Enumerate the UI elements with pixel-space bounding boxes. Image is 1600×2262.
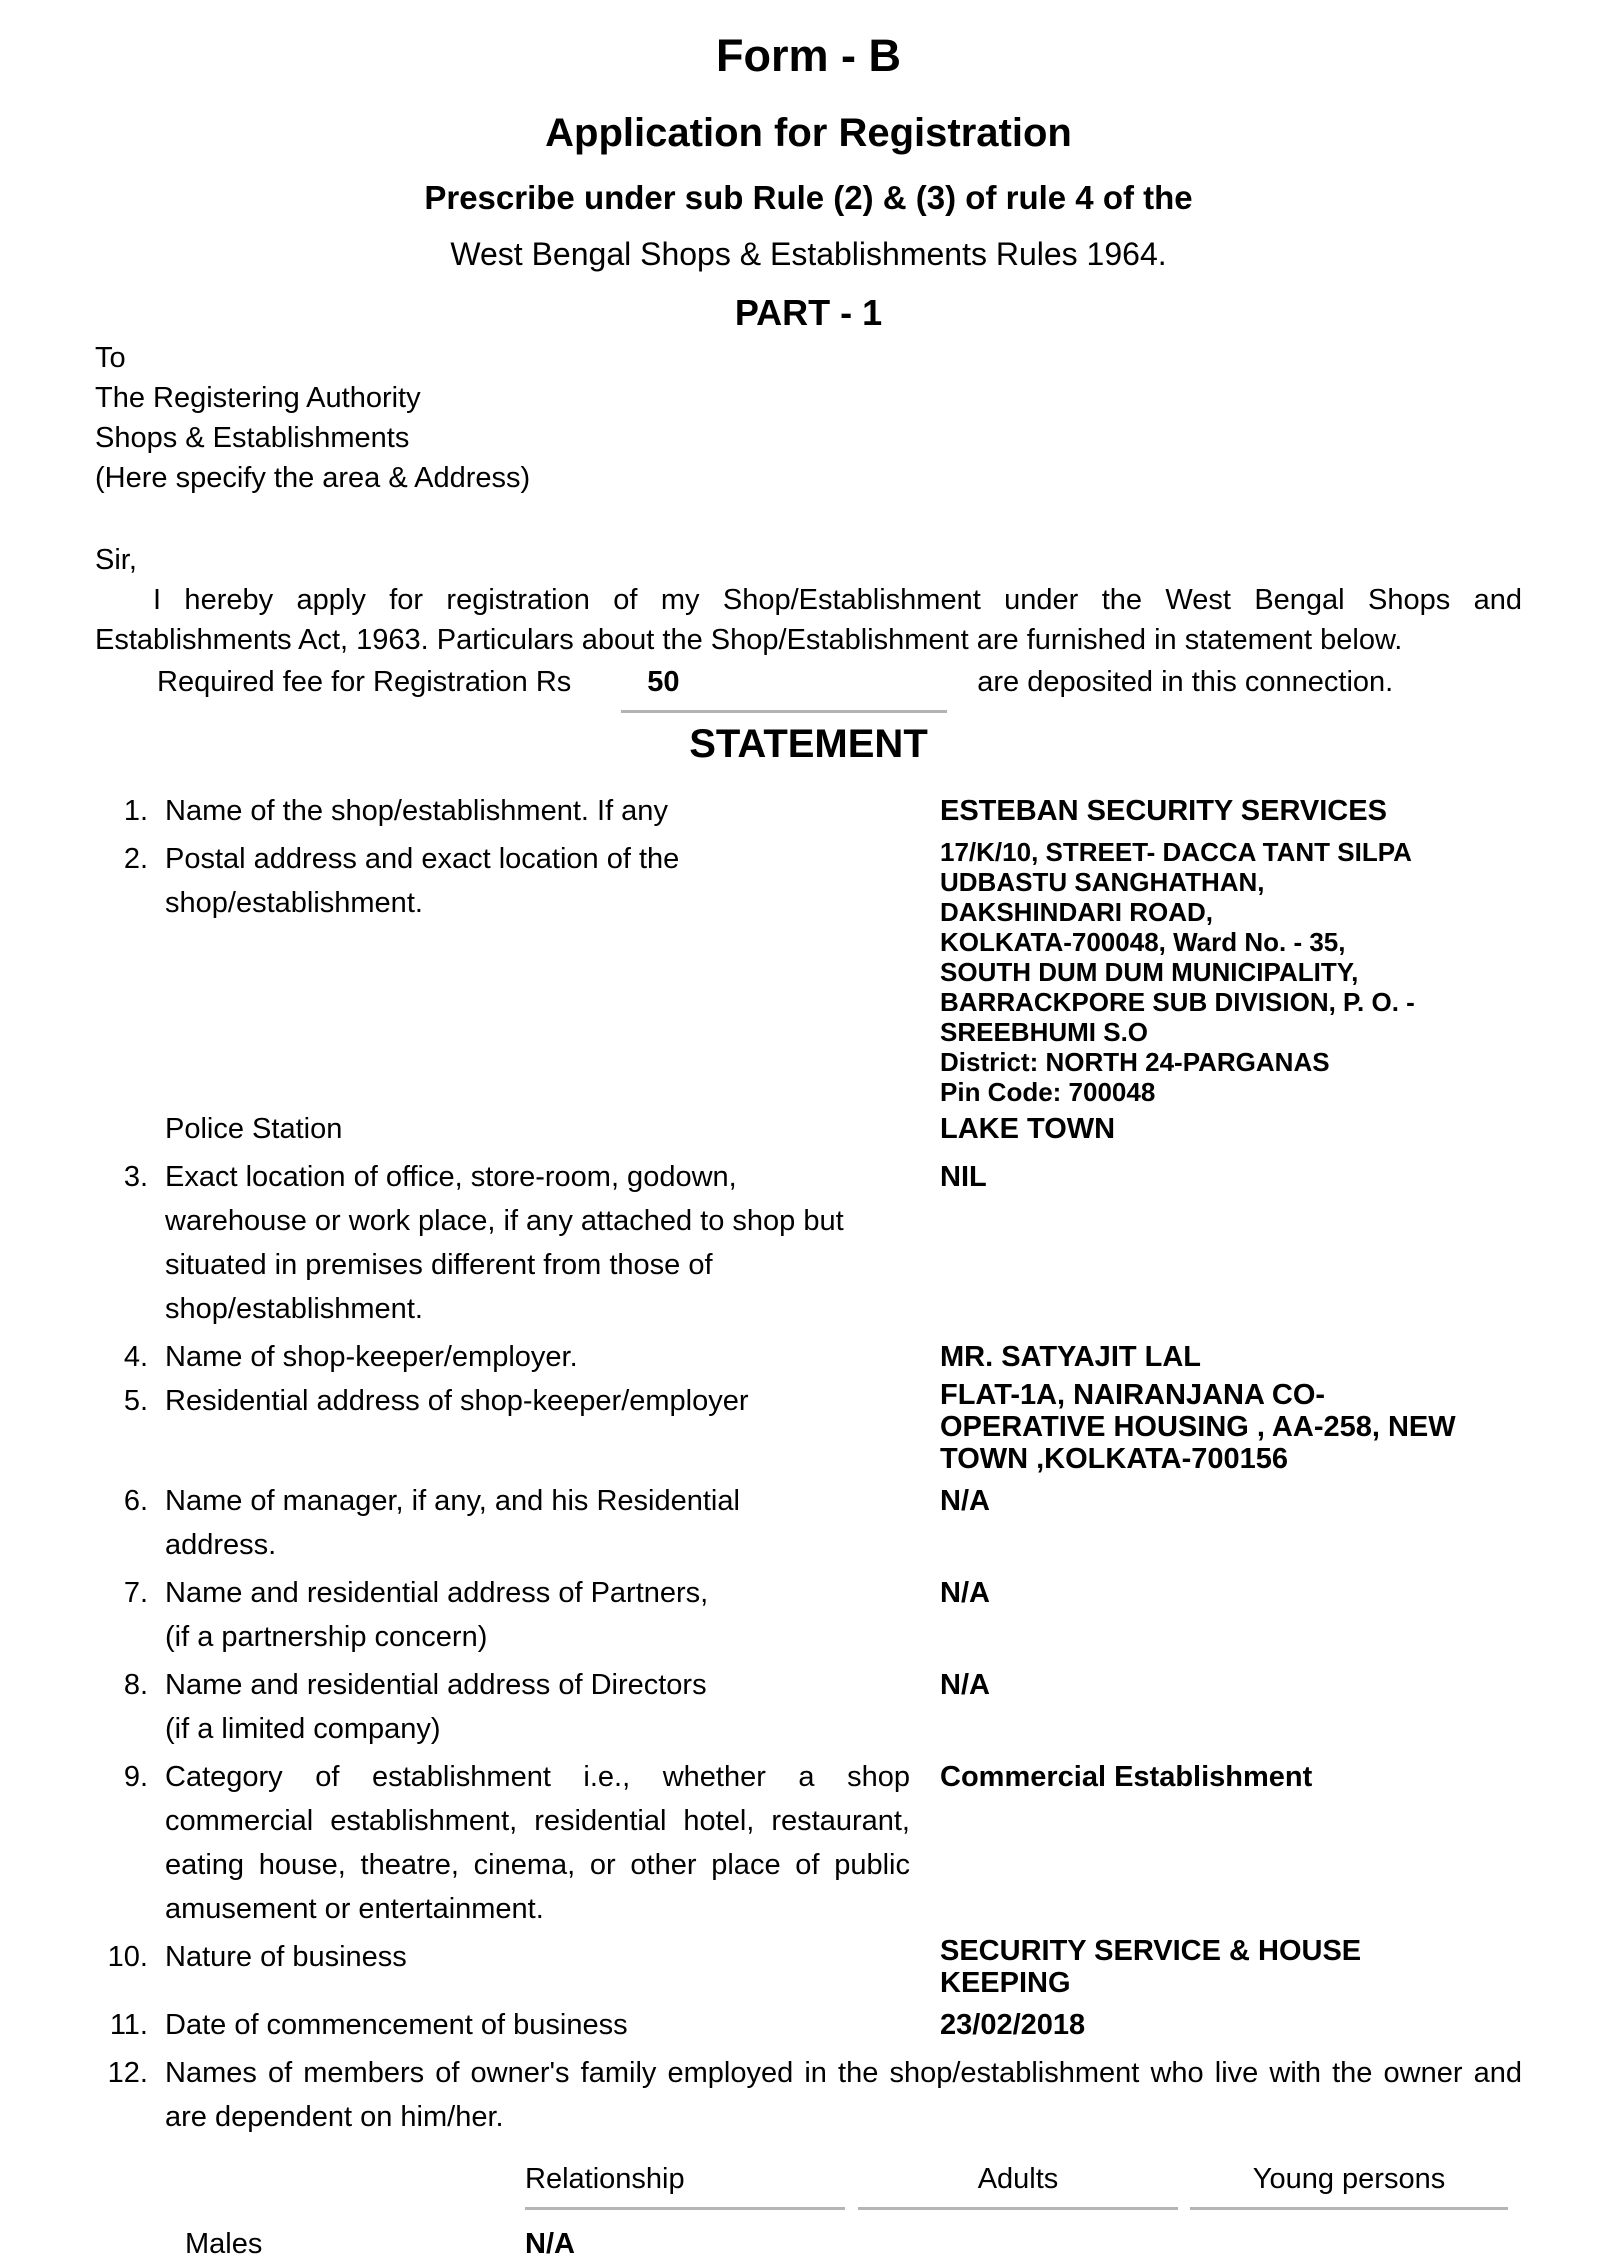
item-value: LAKE TOWN xyxy=(940,1113,1116,1145)
statement-item-12 xyxy=(95,2051,1522,2139)
fee-prefix: Required fee for Registration Rs xyxy=(157,666,572,698)
item-label: Name of shop-keeper/employer. xyxy=(165,1341,578,1373)
statement-item-8 xyxy=(95,1663,1522,1751)
statement-item-7 xyxy=(95,1571,1522,1659)
item-number: 1. xyxy=(123,795,148,827)
item-label: Postal address and exact location of the shop/establishment. xyxy=(165,843,680,919)
item-number xyxy=(95,1107,148,1151)
family-members-table xyxy=(185,2159,1522,2262)
item-value: N/A xyxy=(940,1669,990,1701)
family-table-row-males xyxy=(185,2224,1522,2262)
item-value: NIL xyxy=(940,1161,987,1193)
fee-suffix: are deposited in this connection. xyxy=(977,666,1394,698)
item-number: 11. xyxy=(109,2009,148,2041)
rule-line: Prescribe under sub Rule (2) & (3) of rule 4 of the xyxy=(424,179,1193,216)
item-value: MR. SATYAJIT LAL xyxy=(940,1341,1202,1373)
item-value: Commercial Establishment xyxy=(940,1761,1313,1793)
item-label: Date of commencement of business xyxy=(165,2009,628,2041)
item-value: N/A xyxy=(940,1577,990,1609)
item-label: Category of establishment i.e., whether a shop commercial establishment, residential hotel, restaurant, eating house, theatre, cinema, or other place of public amusement or entertainment. xyxy=(165,1761,910,1925)
statement-item-5 xyxy=(95,1379,1522,1475)
item-number: 8. xyxy=(123,1669,148,1701)
fee-line xyxy=(95,662,1522,713)
family-table-row-label: Males xyxy=(185,2228,263,2260)
item-label: Police Station xyxy=(165,1113,343,1145)
addressee-block xyxy=(95,338,1522,498)
statement-heading: STATEMENT xyxy=(689,722,928,766)
item-number: 6. xyxy=(123,1485,148,1517)
item-label: Residential address of shop-keeper/employer xyxy=(165,1385,749,1417)
item-value: FLAT-1A, NAIRANJANA CO- OPERATIVE HOUSING , AA-258, NEW TOWN ,KOLKATA-700156 xyxy=(940,1379,1456,1475)
addressee-line-to: To xyxy=(95,342,126,374)
family-table-cell-relationship: N/A xyxy=(525,2228,575,2260)
item-value: N/A xyxy=(940,1485,990,1517)
addressee-line-area: (Here specify the area & Address) xyxy=(95,462,531,494)
salutation: Sir, xyxy=(95,544,137,576)
statement-item-1 xyxy=(95,789,1522,833)
form-subtitle: Application for Registration xyxy=(545,111,1072,155)
application-paragraph: I hereby apply for registration of my Shop/Establishment under the West Bengal Shops and Establishments Act, 1963. Particulars about the Shop/Establishment are furnished in statement below. xyxy=(95,584,1522,656)
addressee-line-authority: The Registering Authority xyxy=(95,382,421,414)
item-number: 3. xyxy=(123,1161,148,1193)
fee-amount-field xyxy=(621,662,947,713)
item-value: ESTEBAN SECURITY SERVICES xyxy=(940,795,1387,827)
item-value: 17/K/10, STREET- DACCA TANT SILPA UDBASTU SANGHATHAN, DAKSHINDARI ROAD, KOLKATA-700048, Ward No. - 35, SOUTH DUM DUM MUNICIPALITY, BARRACKPORE SUB DIVISION, P. O. - SREEBHUMI S.O District: NORTH 24-PARGANAS Pin Code: 700048 xyxy=(940,837,1415,1107)
item-label: Exact location of office, store-room, godown, warehouse or work place, if any attached to shop but situated in premises different from those of shop/establishment. xyxy=(165,1161,844,1325)
item-label: Nature of business xyxy=(165,1941,407,1973)
statement-item-11 xyxy=(95,2003,1522,2047)
item-number: 9. xyxy=(123,1761,148,1793)
act-line: West Bengal Shops & Establishments Rules 1964. xyxy=(450,236,1167,272)
fee-amount: 50 xyxy=(647,666,680,698)
item-number: 12. xyxy=(107,2057,148,2089)
item-label: Name and residential address of Partners, (if a partnership concern) xyxy=(165,1577,709,1653)
item-label: Name and residential address of Directors (if a limited company) xyxy=(165,1669,707,1745)
item-number: 5. xyxy=(123,1385,148,1417)
statement-item-police-station xyxy=(95,1107,1522,1151)
family-table-header-relationship: Relationship xyxy=(525,2159,845,2210)
item-value: SECURITY SERVICE & HOUSE KEEPING xyxy=(940,1935,1362,1999)
statement-item-10 xyxy=(95,1935,1522,1999)
part-heading: PART - 1 xyxy=(734,292,883,333)
statement-item-2 xyxy=(95,837,1522,1107)
addressee-line-dept: Shops & Establishments xyxy=(95,422,410,454)
statement-item-6 xyxy=(95,1479,1522,1567)
family-table-header-row xyxy=(185,2159,1522,2210)
item-label: Name of the shop/establishment. If any xyxy=(165,795,668,827)
item-label: Names of members of owner's family employed in the shop/establishment who live with the owner and are dependent on him/her. xyxy=(165,2057,1522,2133)
item-label: Name of manager, if any, and his Residential address. xyxy=(165,1485,740,1561)
statement-item-9 xyxy=(95,1755,1522,1931)
item-number: 2. xyxy=(123,843,148,875)
family-table-header-young-persons: Young persons xyxy=(1190,2159,1508,2210)
statement-item-3 xyxy=(95,1155,1522,1331)
item-number: 4. xyxy=(123,1341,148,1373)
family-table-header-adults: Adults xyxy=(858,2159,1178,2210)
form-title: Form - B xyxy=(716,30,901,81)
item-number: 10. xyxy=(107,1941,148,1973)
item-number: 7. xyxy=(123,1577,148,1609)
statement-item-4 xyxy=(95,1335,1522,1379)
item-value: 23/02/2018 xyxy=(940,2009,1086,2041)
